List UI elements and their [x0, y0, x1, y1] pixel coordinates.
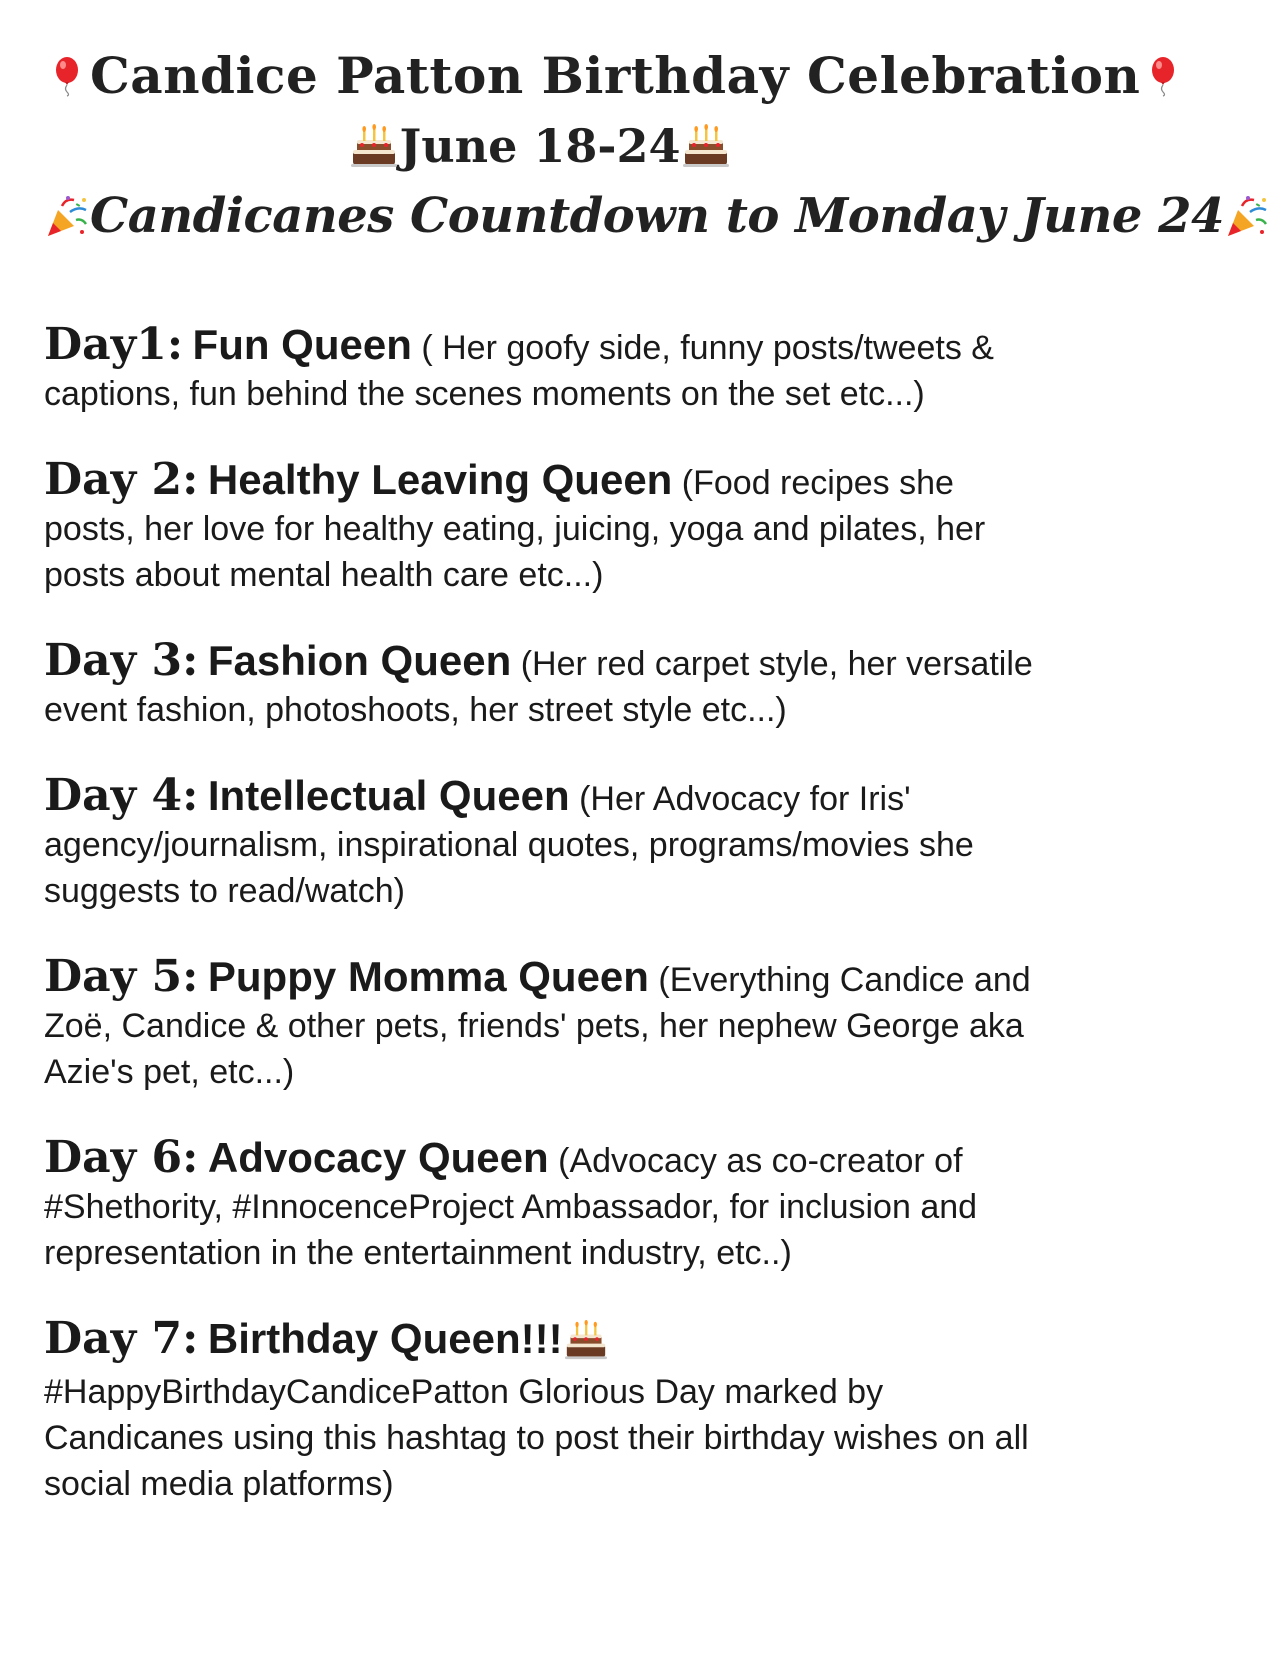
date-range: June 18-24	[399, 119, 681, 173]
header	[44, 40, 1224, 252]
day-item-4	[44, 770, 1036, 914]
day-item-5	[44, 951, 1036, 1095]
party-popper-icon	[1224, 194, 1270, 238]
subtitle-line	[44, 180, 1224, 252]
day-title: Fun Queen	[192, 321, 412, 368]
day-item-2	[44, 454, 1036, 598]
day-title: Advocacy Queen	[207, 1134, 549, 1181]
day-title: Fashion Queen	[207, 637, 512, 684]
party-popper-icon	[44, 194, 90, 238]
day-item-6	[44, 1132, 1036, 1276]
day-title: Birthday Queen!!!	[207, 1315, 563, 1362]
day-label: Day 6:	[44, 1132, 199, 1183]
dates-line	[44, 112, 1036, 180]
page-subtitle: Candicanes Countdown to Monday June 24	[90, 188, 1224, 244]
day-title: Intellectual Queen	[207, 772, 570, 819]
day-item-7	[44, 1313, 1036, 1507]
day-description: (Advocacy as co-creator of #Shethority, #InnocenceProject Ambassador, for inclusion and representation in the entertainment industry, etc..)	[44, 1142, 978, 1272]
day-item-3	[44, 635, 1036, 733]
day-label: Day 3:	[44, 635, 199, 686]
day-description: (Her red carpet style, her versatile event fashion, photoshoots, her street style etc...)	[44, 645, 1033, 729]
day-description: (Her Advocacy for Iris' agency/journalism, inspirational quotes, programs/movies she suggests to read/watch)	[44, 780, 974, 910]
day-label: Day1:	[44, 319, 184, 370]
day-label: Day 2:	[44, 454, 199, 505]
birthday-cake-icon	[681, 123, 731, 169]
day-title: Puppy Momma Queen	[207, 953, 649, 1000]
day-label: Day 4:	[44, 770, 199, 821]
day-description: (Food recipes she posts, her love for healthy eating, juicing, yoga and pilates, her posts about mental health care etc...)	[44, 464, 986, 594]
day-label: Day 7:	[44, 1313, 199, 1364]
day-description: #HappyBirthdayCandicePatton Glorious Day marked by Candicanes using this hashtag to post their birthday wishes on all social media platforms)	[44, 1373, 1029, 1504]
day-item-1	[44, 319, 1036, 417]
day-label: Day 5:	[44, 951, 199, 1002]
page-title: Candice Patton Birthday Celebration	[90, 46, 1141, 105]
birthday-cake-icon	[349, 123, 399, 169]
balloon-icon	[1148, 56, 1178, 96]
balloon-icon	[52, 56, 82, 96]
birthday-cake-icon	[563, 1319, 609, 1361]
title-line	[44, 40, 1141, 112]
day-description: (Everything Candice and Zoë, Candice & other pets, friends' pets, her nephew George aka Azie's pet, etc...)	[44, 961, 1031, 1091]
day-list	[44, 319, 1036, 1507]
day-title: Healthy Leaving Queen	[207, 456, 673, 503]
day-description: ( Her goofy side, funny posts/tweets & captions, fun behind the scenes moments on the set etc...)	[44, 329, 994, 413]
